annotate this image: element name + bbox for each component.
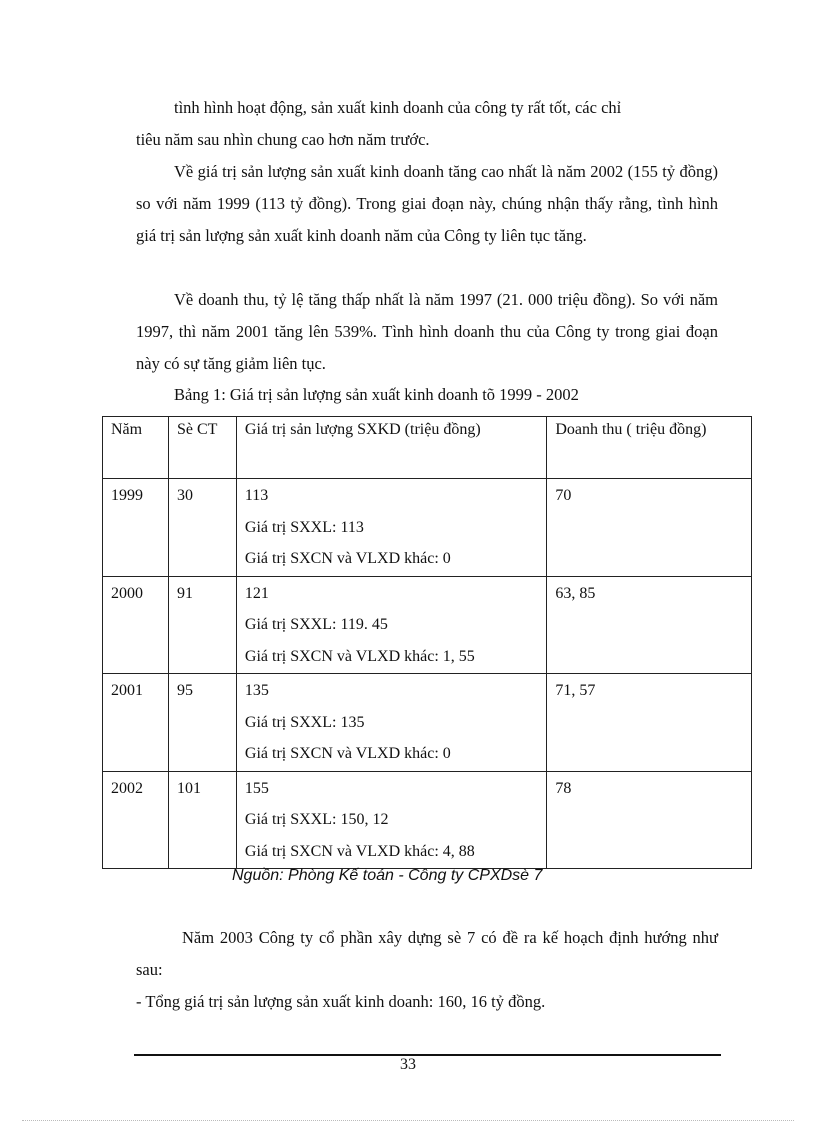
cell-production-value [236, 771, 546, 869]
value-sxxl: Giá trị SXXL: 113 [244, 518, 364, 536]
cell-project-count: 91 [168, 576, 236, 674]
header-production-value: Giá trị sản lượng SXKD (triệu đồng) [236, 417, 546, 479]
table-caption: Bảng 1: Giá trị sản lượng sản xuất kinh doanh tõ 1999 - 2002 [174, 385, 579, 404]
cell-year: 1999 [103, 479, 169, 577]
value-total: 135 [244, 682, 269, 699]
value-total: 113 [244, 487, 269, 504]
value-sxxl: Giá trị SXXL: 135 [244, 713, 365, 731]
table-header-row [103, 417, 752, 479]
paragraph-intro-line1: tình hình hoạt động, sản xuất kinh doanh của công ty rất tốt, các chỉ [174, 98, 622, 117]
cell-revenue: 70 [547, 479, 752, 577]
value-total: 121 [244, 584, 269, 602]
value-sxcn: Giá trị SXCN và VLXD khác: 1, 55 [244, 647, 475, 665]
cell-project-count: 101 [168, 771, 236, 869]
value-sxcn: Giá trị SXCN và VLXD khác: 0 [244, 550, 451, 567]
header-project-count: Sè CT [168, 417, 236, 479]
table-row [103, 771, 752, 869]
table-row [103, 576, 752, 674]
cell-project-count: 95 [168, 674, 236, 772]
cell-project-count: 30 [168, 479, 236, 577]
cell-production-value [236, 674, 546, 772]
paragraph-revenue: Về doanh thu, tỷ lệ tăng thấp nhất là năm 1997 (21. 000 triệu đồng). So với năm 1997, thì năm 2001 tăng lên 539%. Tình hình doanh thu của Công ty trong giai đoạn này có sự tăng giảm liên tục. [136, 290, 718, 373]
value-sxcn: Giá trị SXCN và VLXD khác: 4, 88 [244, 842, 475, 860]
value-sxxl: Giá trị SXXL: 150, 12 [244, 811, 389, 828]
production-table [102, 416, 752, 869]
table-source-note: Nguồn: Phòng Kế toán - Công ty CPXDsè 7 [232, 867, 543, 884]
table-row [103, 674, 752, 772]
cell-year: 2002 [103, 771, 169, 869]
header-revenue: Doanh thu ( triệu đồng) [547, 417, 752, 479]
table-row [103, 479, 752, 577]
bullet-total-production: - Tổng giá trị sản lượng sản xuất kinh doanh: 160, 16 tỷ đồng. [136, 992, 546, 1011]
cell-production-value [236, 576, 546, 674]
page-bottom-dotted-line [22, 1120, 794, 1121]
value-total: 155 [244, 779, 269, 797]
cell-year: 2001 [103, 674, 169, 772]
value-sxcn: Giá trị SXCN và VLXD khác: 0 [244, 745, 451, 762]
paragraph-intro-line2: tiêu năm sau nhìn chung cao hơn năm trước. [136, 130, 430, 149]
value-sxxl: Giá trị SXXL: 119. 45 [244, 616, 388, 633]
page-number: 33 [400, 1056, 416, 1073]
header-year: Năm [103, 417, 169, 479]
paragraph-plan-2003: Năm 2003 Công ty cổ phần xây dựng sè 7 có đề ra kế hoạch định hướng như sau: [136, 928, 718, 979]
cell-revenue: 71, 57 [547, 674, 752, 772]
cell-production-value [236, 479, 546, 577]
cell-revenue: 63, 85 [547, 576, 752, 674]
cell-revenue: 78 [547, 771, 752, 869]
cell-year: 2000 [103, 576, 169, 674]
paragraph-production-value: Về giá trị sản lượng sản xuất kinh doanh tăng cao nhất là năm 2002 (155 tỷ đồng) so với năm 1999 (113 tỷ đồng). Trong giai đoạn này, chúng nhận thấy rằng, tình hình giá trị sản lượng sản xuất kinh doanh năm của Công ty liên tục tăng. [136, 162, 718, 245]
